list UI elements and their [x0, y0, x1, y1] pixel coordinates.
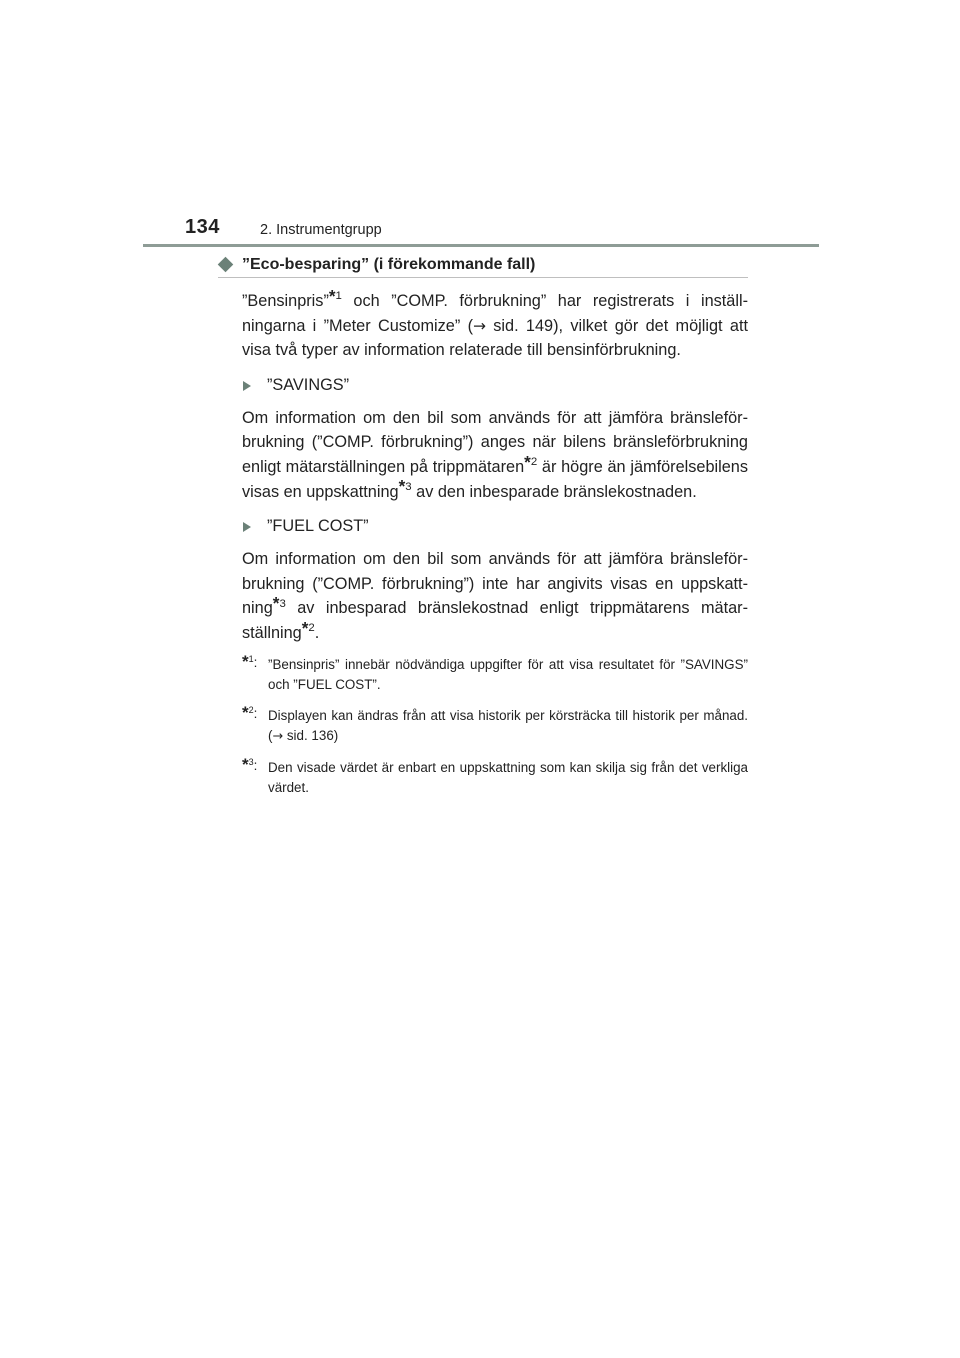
- footnote-text: Den visade värdet är enbart en uppskattning som kan skilja sig från det verkliga värdet.: [268, 759, 748, 795]
- triangle-bullet-icon: [243, 522, 251, 532]
- footnote-number: 3: [248, 756, 254, 767]
- footnote-marker: [242, 755, 257, 776]
- footnote-marker: [242, 652, 257, 673]
- arrow-right-icon: →: [473, 316, 486, 335]
- intro-paragraph: [218, 286, 748, 363]
- footnote-ref-2: 2: [530, 456, 538, 469]
- footnote-text-2: sid. 136): [283, 727, 339, 743]
- footnote-3: [242, 754, 748, 798]
- footnote-marker: [242, 703, 257, 724]
- page-number: 134: [185, 216, 220, 238]
- fuel-cost-text-1: Om information om den bil som används för att jämföra bränsleförbrukning (”COMP. förbrukning”) inte har angivits visas en uppskattning: [242, 550, 748, 618]
- savings-text-1: Om information om den bil som används för att jämföra bränsleförbrukning (”COMP. förbrukning”) anges när bilens bränsleförbrukning enligt mätarställningen på trippmätaren: [242, 408, 748, 476]
- header-rule: [143, 244, 819, 247]
- footnote-2: [242, 702, 748, 747]
- fuel-cost-text-2: av inbesparad bränslekostnad enligt trippmätarens mätarställning: [242, 599, 748, 642]
- footnote-number: 1: [248, 653, 254, 664]
- asterisk-mark: *: [301, 618, 309, 638]
- asterisk-mark: *: [524, 452, 531, 472]
- colon: :: [253, 757, 258, 773]
- fuel-cost-subheading: [218, 514, 748, 538]
- section-heading: [218, 253, 748, 278]
- savings-paragraph: [218, 406, 748, 504]
- asterisk-mark: *: [272, 594, 280, 614]
- intro-text-3: sid. 149), vilket gör det möjligt att visa två typer av information relaterade till bensinförbrukning.: [242, 316, 748, 360]
- fuel-cost-paragraph: [218, 547, 748, 645]
- savings-text-3: av den inbesparade bränslekostnaden.: [411, 482, 697, 501]
- fuel-cost-text-3: .: [314, 623, 320, 642]
- asterisk-mark: *: [328, 286, 336, 306]
- diamond-bullet-icon: [218, 257, 234, 273]
- savings-label: ”SAVINGS”: [267, 375, 350, 394]
- footnotes: [218, 651, 748, 798]
- colon: :: [253, 705, 258, 721]
- footnote-ref-2: 2: [308, 622, 315, 635]
- footnote-ref-3: 3: [405, 480, 412, 493]
- triangle-bullet-icon: [243, 381, 251, 391]
- asterisk-mark: *: [242, 754, 249, 774]
- footnote-ref-3: 3: [279, 597, 286, 610]
- savings-subheading: [218, 373, 748, 397]
- fuel-cost-label: ”FUEL COST”: [267, 517, 369, 536]
- section-title-text: ”Eco-besparing” (i förekommande fall): [242, 256, 536, 273]
- footnote-text: ”Bensinpris” innebär nödvändiga uppgifter för att visa resultatet för ”SAVINGS” och ”FUEL COST”.: [268, 656, 748, 692]
- intro-text-2: och ”COMP. förbrukning” har registrerats i inställningarna i ”Meter Customize” (: [242, 292, 748, 335]
- colon: :: [253, 654, 258, 670]
- footnote-ref-1: 1: [335, 290, 342, 303]
- page-header: [143, 216, 819, 246]
- arrow-right-icon: →: [272, 728, 284, 744]
- asterisk-mark: *: [398, 477, 406, 497]
- footnote-number: 2: [248, 704, 254, 715]
- asterisk-mark: *: [242, 702, 249, 722]
- main-content: [218, 253, 748, 809]
- intro-text-1: ”Bensinpris”: [242, 292, 329, 310]
- chapter-title: 2. Instrumentgrupp: [260, 222, 382, 238]
- savings-text-2: är högre än jämförelsebilens visas en uppskattning: [242, 457, 749, 501]
- footnote-1: [242, 651, 748, 695]
- footnote-text: Displayen kan ändras från att visa historik per körsträcka till historik per månad. (: [268, 707, 748, 743]
- asterisk-mark: *: [242, 651, 249, 671]
